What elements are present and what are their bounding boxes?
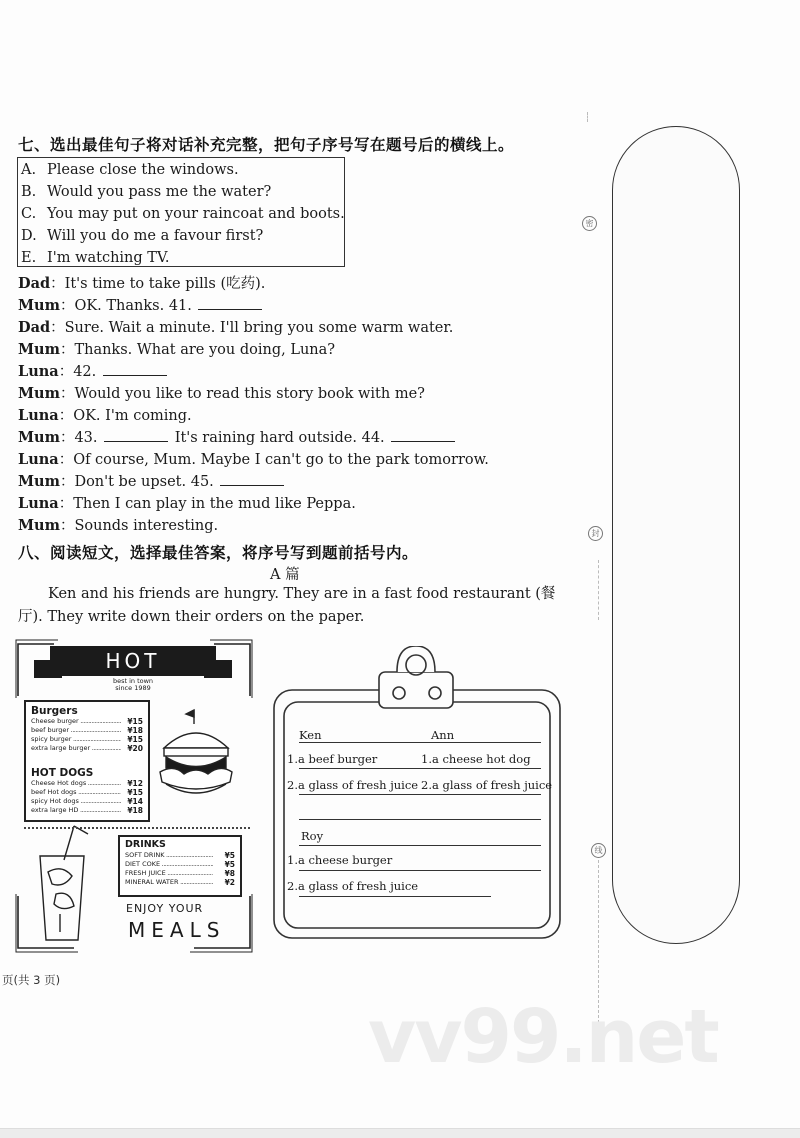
line-text: Sounds interesting. (74, 518, 219, 534)
item-name: spicy burger ..... (31, 735, 121, 744)
menu-item (125, 878, 235, 887)
separator: ： (58, 364, 74, 380)
dialogue-line (18, 273, 578, 295)
restaurant-menu (14, 636, 254, 954)
line-text: Thanks. What are you doing, Luna? (74, 342, 336, 358)
options-box (17, 157, 345, 267)
line-text: OK. I'm coming. (73, 408, 192, 424)
line-text: 43. (74, 430, 98, 446)
item-price: ¥2 (224, 878, 235, 887)
separator: ： (58, 408, 74, 424)
dialogue-line (18, 405, 578, 427)
speaker: Dad (18, 319, 51, 336)
item-name: extra large HD ..... (31, 806, 121, 815)
item-price: ¥15 (127, 717, 143, 726)
option-a (21, 159, 344, 181)
speaker: Mum (18, 341, 60, 358)
dialogue-line (18, 383, 578, 405)
menu-item (31, 726, 143, 735)
burgers-hotdogs-panel (24, 700, 150, 822)
passage-text: Ken and his friends are hungry. They are in a fast food restaurant (餐厅). They write down their orders on the paper. (18, 586, 556, 625)
answer-blank-45[interactable] (220, 471, 284, 486)
option-text: Please close the windows. (47, 162, 239, 178)
item-name: spicy Hot dogs ..... (31, 797, 121, 806)
dialogue-line (18, 471, 578, 493)
seal-mark-icon: 线 (591, 843, 606, 858)
speaker: Mum (18, 473, 60, 490)
option-letter: A. (21, 162, 37, 178)
separator: ： (59, 430, 75, 446)
item-price: ¥15 (127, 788, 143, 797)
menu-item (31, 735, 143, 744)
separator: ： (59, 518, 75, 534)
separator: ： (58, 452, 74, 468)
menu-item (125, 860, 235, 869)
option-b (21, 181, 344, 203)
burgers-title: Burgers (31, 705, 78, 717)
option-text: Would you pass me the water? (47, 184, 272, 200)
page-number: 页(共 3 页) (2, 973, 61, 987)
dialogue-line (18, 427, 578, 449)
line-text: Of course, Mum. Maybe I can't go to the park tomorrow. (73, 452, 489, 468)
item-name: beef burger ..... (31, 726, 121, 735)
dialogue-line (18, 449, 578, 471)
separator: ： (50, 276, 65, 292)
answer-capsule-box (612, 126, 740, 944)
dialogue-line (18, 317, 578, 339)
option-letter: E. (21, 250, 37, 266)
item-price: ¥12 (127, 779, 143, 788)
item-name: SOFT DRINK ..... (125, 851, 213, 860)
order-name-roy: Roy (301, 829, 324, 843)
speaker: Mum (18, 429, 60, 446)
hotdogs-title: HOT DOGS (31, 767, 94, 779)
item-name: MINERAL WATER ..... (125, 878, 213, 887)
item-price: ¥20 (127, 744, 143, 753)
speaker: Luna (18, 407, 59, 424)
drinks-panel (118, 835, 242, 897)
menu-item (125, 869, 235, 878)
ann-item-1: 1.a cheese hot dog (421, 752, 531, 766)
watermark: vv99.net (368, 994, 718, 1080)
speaker: Luna (18, 451, 59, 468)
seal-mark-icon: 封 (588, 526, 603, 541)
binding-tick (587, 112, 588, 122)
option-text: Will you do me a favour first? (47, 228, 264, 244)
separator: ： (59, 474, 75, 490)
menu-item (31, 779, 143, 788)
seal-mark-icon: 密 (582, 216, 597, 231)
dialogue-line (18, 339, 578, 361)
option-letter: D. (21, 228, 37, 244)
order-name-ken: Ken (299, 728, 322, 742)
speaker: Mum (18, 297, 60, 314)
roy-item-1: 1.a cheese burger (287, 853, 393, 867)
speaker: Luna (18, 495, 59, 512)
menu-tagline: best in town since 1989 (112, 677, 154, 692)
order-clipboard (273, 646, 561, 940)
rule (299, 896, 491, 897)
separator: ： (59, 342, 75, 358)
separator: ： (59, 386, 75, 402)
option-d (21, 225, 344, 247)
item-price: ¥8 (224, 869, 235, 878)
rule (299, 794, 541, 795)
ken-item-1: 1.a beef burger (287, 752, 378, 766)
item-name: DIET COKE ..... (125, 860, 213, 869)
menu-item (125, 851, 235, 860)
option-text: I'm watching TV. (47, 250, 170, 266)
option-c (21, 203, 344, 225)
speaker: Dad (18, 275, 51, 292)
dialogue-line (18, 295, 578, 317)
item-name: extra large burger ..... (31, 744, 121, 753)
answer-blank-41[interactable] (198, 295, 262, 310)
line-text: Then I can play in the mud like Peppa. (73, 496, 356, 512)
hot-banner: HOT (50, 646, 216, 676)
answer-blank-42[interactable] (103, 361, 167, 376)
passage-title: A 篇 (270, 567, 300, 583)
item-price: ¥18 (127, 806, 143, 815)
roy-item-2: 2.a glass of fresh juice (287, 879, 419, 893)
menu-item (31, 806, 143, 815)
answer-blank-43[interactable] (104, 427, 168, 442)
separator: ： (59, 298, 75, 314)
item-name: FRESH JUICE ..... (125, 869, 213, 878)
section-8-heading: 八、阅读短文，选择最佳答案，将序号写到题前括号内。 (18, 544, 419, 562)
binding-line (598, 560, 599, 620)
drinks-title: DRINKS (125, 839, 166, 850)
rule (299, 845, 541, 846)
answer-blank-44[interactable] (391, 427, 455, 442)
item-name: Cheese burger ..... (31, 717, 121, 726)
speaker: Luna (18, 363, 59, 380)
ann-item-2: 2.a glass of fresh juice (421, 778, 553, 792)
separator: ： (50, 320, 65, 336)
rule (299, 768, 541, 769)
option-letter: C. (21, 206, 37, 222)
line-text-after: It's raining hard outside. 44. (174, 430, 385, 446)
item-name: beef Hot dogs ..... (31, 788, 121, 797)
line-text: Would you like to read this story book with me? (74, 386, 425, 402)
dialogue-line (18, 515, 578, 537)
line-text: Don't be upset. 45. (74, 474, 214, 490)
enjoy-text: ENJOY YOUR (126, 902, 204, 915)
meals-text: MEALS (128, 918, 226, 942)
item-price: ¥14 (127, 797, 143, 806)
item-price: ¥5 (224, 860, 235, 869)
rule (299, 819, 541, 820)
ken-item-2: 2.a glass of fresh juice (287, 778, 419, 792)
menu-divider (24, 827, 250, 829)
dialogue (18, 273, 578, 537)
dialogue-line (18, 361, 578, 383)
burger-illustration (160, 710, 232, 793)
dialogue-line (18, 493, 578, 515)
menu-item (31, 744, 143, 753)
order-name-ann: Ann (431, 728, 455, 742)
separator: ： (58, 496, 74, 512)
rule (299, 742, 541, 743)
line-text: It's time to take pills (吃药). (64, 276, 266, 292)
rule (299, 870, 541, 871)
menu-item (31, 797, 143, 806)
option-letter: B. (21, 184, 37, 200)
option-e (21, 247, 344, 269)
menu-item (31, 788, 143, 797)
speaker: Mum (18, 517, 60, 534)
menu-item (31, 717, 143, 726)
item-price: ¥18 (127, 726, 143, 735)
drink-illustration (40, 826, 88, 940)
line-text: OK. Thanks. 41. (74, 298, 192, 314)
item-price: ¥5 (224, 851, 235, 860)
line-text: Sure. Wait a minute. I'll bring you some warm water. (64, 320, 454, 336)
option-text: You may put on your raincoat and boots. (47, 206, 345, 222)
speaker: Mum (18, 385, 60, 402)
line-text: 42. (73, 364, 97, 380)
section-7-heading: 七、选出最佳句子将对话补充完整，把句子序号写在题号后的横线上。 (18, 136, 515, 154)
item-name: Cheese Hot dogs ..... (31, 779, 121, 788)
item-price: ¥15 (127, 735, 143, 744)
